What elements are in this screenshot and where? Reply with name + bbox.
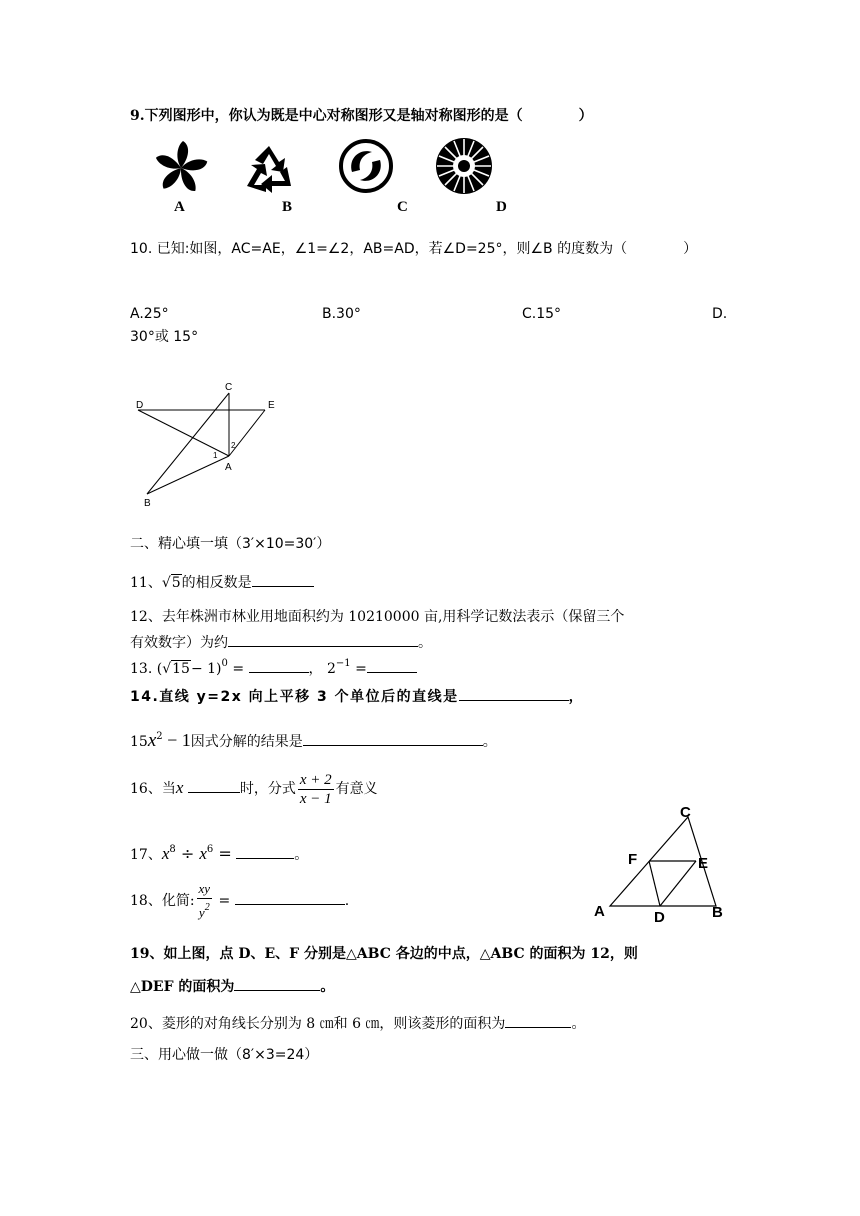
question-18: 18、化简: $\frac{xy}{y^2}$ = . <box>130 881 350 920</box>
point-e: E <box>268 400 275 411</box>
angle-figure <box>128 378 288 508</box>
angle-1: 1 <box>213 451 218 460</box>
answer-blank-13a[interactable] <box>249 658 309 673</box>
vertex-a: A <box>594 903 605 920</box>
point-d: D <box>136 400 144 411</box>
question-12-line-2: 有效数字）为约 。 <box>130 632 432 652</box>
answer-blank-15[interactable] <box>303 731 483 746</box>
option-b: B.30° <box>322 306 361 322</box>
question-14: 14.直线 y=2x 向上平移 3 个单位后的直线是 ， <box>130 686 584 706</box>
answer-blank-11[interactable] <box>252 572 314 587</box>
vertex-e: E <box>698 855 709 872</box>
section-2-heading: 二、精心填一填（3′×10=30′） <box>130 536 331 552</box>
question-19-line-2: △DEF 的面积为 。 <box>130 976 334 996</box>
question-19-line-1: 19、如上图，点 D、E、F 分别是△ABC 各边的中点，△ABC 的面积为 12，则 <box>130 946 638 962</box>
figure-label-a: A <box>174 199 185 215</box>
figure-label-d: D <box>496 199 507 215</box>
answer-blank-12[interactable] <box>228 632 418 647</box>
question-11: 11、√5的相反数是 <box>130 572 314 592</box>
vertex-b: B <box>712 904 723 921</box>
answer-blank-16[interactable] <box>188 778 240 793</box>
question-10: 10. 已知:如图，AC=AE，∠1=∠2，AB=AD，若∠D=25°，则∠B 的度数为（ ） <box>130 241 698 257</box>
question-15: $15x^2 - 1$因式分解的结果是 。 <box>130 730 497 751</box>
figure-label-c: C <box>397 199 408 215</box>
point-a: A <box>225 462 232 473</box>
option-a: A.25° <box>130 306 169 322</box>
circle-logo-figure-c <box>338 138 394 194</box>
answer-blank-13b[interactable] <box>367 658 417 673</box>
vertex-f: F <box>628 851 638 868</box>
angle-2: 2 <box>231 441 236 450</box>
option-d: D. <box>712 306 728 322</box>
vertex-d: D <box>654 909 665 926</box>
answer-blank-17[interactable] <box>236 844 294 859</box>
question-9: 9.下列图形中，你认为既是中心对称图形又是轴对称图形的是（ ） <box>130 108 593 124</box>
point-c: C <box>225 382 233 393</box>
question-17: 17、$x^8 \div x^6$ = 。 <box>130 844 309 863</box>
section-3-heading: 三、用心做一做（8′×3=24） <box>130 1047 319 1063</box>
vertex-c: C <box>680 804 691 821</box>
sunburst-figure-d <box>434 136 494 196</box>
recycle-figure-b <box>241 142 297 196</box>
point-b: B <box>144 498 151 508</box>
triangle-figure <box>590 800 730 930</box>
question-13: 13. $(√15- 1)^0$ = ， $2^{-1}$ = <box>130 655 417 678</box>
figure-label-b: B <box>282 199 293 215</box>
option-d-continued: 30°或 15° <box>130 329 199 345</box>
answer-blank-20[interactable] <box>505 1013 571 1028</box>
option-c: C.15° <box>522 306 562 322</box>
answer-blank-18[interactable] <box>235 890 345 905</box>
question-12-line-1: 12、去年株洲市林业用地面积约为 10210000 亩,用科学记数法表示（保留三个 <box>130 609 625 625</box>
question-20: 20、菱形的对角线长分别为 8 ㎝和 6 ㎝，则该菱形的面积为 。 <box>130 1013 585 1033</box>
answer-blank-14[interactable] <box>459 686 569 701</box>
pinwheel-figure-a <box>153 140 209 196</box>
answer-blank-19[interactable] <box>234 976 320 991</box>
question-16: 16、当x 时，分式 $\frac{x + 2}{x - 1}$ 有意义 <box>130 771 378 807</box>
